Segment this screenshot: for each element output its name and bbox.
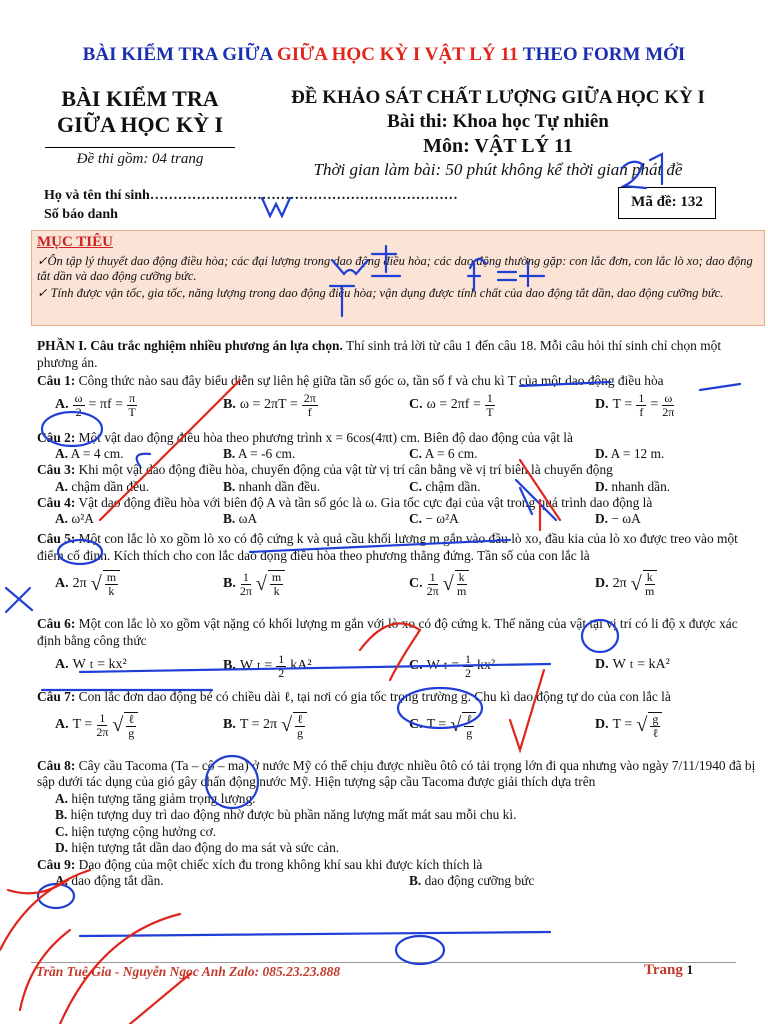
footer-authors: Trần Tuệ Gia - Nguyễn Ngọc Anh Zalo: 085.23.23.888 bbox=[36, 964, 341, 979]
q4-option-b[interactable]: B. ωA bbox=[223, 511, 258, 526]
q8-option-a[interactable]: A. hiện tượng tăng giảm trọng lượng. bbox=[55, 790, 256, 806]
q9-option-a[interactable]: A. dao động tắt dần. bbox=[55, 873, 164, 888]
q1-option-d[interactable]: D. T = $\frac{1}{f}$ = $\frac{\omega}{2\pi}$ bbox=[595, 390, 675, 419]
q6-options bbox=[37, 649, 761, 689]
objectives-text bbox=[37, 254, 761, 301]
q5-text: Một con lắc lò xo gồm lò xo có độ cứng k và quả cầu khối lượng m gắn vào đầu lò xo, đầu kia của lò xo được treo vào một điểm cố định. Kích thích cho con lắc dao động điều hòa theo phương thẳng đứng. Tần số của con lắc là bbox=[37, 531, 738, 563]
banner-part2: GIỮA HỌC KỲ I VẬT LÝ 11 bbox=[276, 44, 519, 65]
q2-option-a[interactable]: A. A = 4 cm. bbox=[55, 446, 124, 461]
objective-2: ✓ Tính được vận tốc, gia tốc, năng lượng trong dao động điều hòa; vận dụng được tính chất của dao động tắt dần, dao động cưỡng bức. bbox=[37, 286, 724, 300]
q2-option-b[interactable]: B. A = -6 cm. bbox=[223, 446, 296, 461]
part1-heading bbox=[37, 338, 761, 371]
question-9 bbox=[37, 857, 761, 874]
header-left bbox=[30, 86, 250, 168]
student-name-label: Họ và tên thí sinh………………………………………………………… bbox=[44, 188, 458, 203]
header-divider bbox=[45, 147, 235, 148]
exam-code-box: Mã đề: 132 bbox=[618, 187, 716, 219]
exam-subject: Môn: VẬT LÝ 11 bbox=[423, 135, 573, 157]
q4-option-c[interactable]: C. − ω²A bbox=[409, 511, 459, 526]
q7-option-b[interactable]: B. T = 2π √ $\frac{\text{ℓ}}{g}$ bbox=[223, 712, 307, 740]
page-label: Trang bbox=[644, 962, 687, 978]
q6-option-b[interactable]: B. W t = $\frac{1}{2}$ kA² bbox=[223, 652, 312, 680]
q9-text: Dao động của một chiếc xích đu trong không khí sau khi được kích thích là bbox=[75, 856, 483, 872]
q3-option-b[interactable]: B. nhanh dần đều. bbox=[223, 478, 321, 494]
q3-text: Khi một vật dao động điều hòa, chuyển động của vật từ vị trí cân bằng về vị trí biên là chuyển động bbox=[75, 462, 613, 477]
q6-option-a[interactable]: A. W t = kx² bbox=[55, 657, 127, 672]
student-id-label: Số báo danh bbox=[44, 207, 118, 222]
q2-option-c[interactable]: C. A = 6 cm. bbox=[409, 446, 478, 461]
question-2 bbox=[37, 430, 761, 447]
document-banner bbox=[0, 44, 768, 66]
objective-1: ✓Ôn tập lý thuyết dao động điều hòa; các đại lượng trong dao động điều hòa; các dao động thường gặp: con lắc đơn, con lắc lò xo; dao động tắt dần và dao động cưỡng bức. bbox=[37, 254, 753, 283]
question-7 bbox=[37, 689, 761, 706]
q3-options bbox=[37, 479, 761, 498]
exam-title: ĐỀ KHẢO SÁT CHẤT LƯỢNG GIỮA HỌC KỲ I bbox=[291, 87, 705, 108]
q7-label: Câu 7: bbox=[37, 689, 76, 704]
q8-option-b[interactable]: B. hiện tượng duy trì dao động nhờ được bù phần năng lượng mất mát sau mỗi chu kì. bbox=[55, 807, 517, 822]
exam-duration: Thời gian làm bài: 50 phút không kể thời gian phát đề bbox=[313, 160, 683, 179]
page-count: Đề thi gồm: 04 trang bbox=[76, 151, 204, 167]
student-info bbox=[44, 186, 458, 224]
q1-options bbox=[37, 390, 761, 430]
q2-options bbox=[37, 446, 761, 465]
exam-subject-area: Bài thi: Khoa học Tự nhiên bbox=[387, 111, 609, 132]
q1-label: Câu 1: bbox=[37, 373, 76, 388]
banner-part3: THEO FORM MỚI bbox=[518, 44, 686, 65]
q6-option-d[interactable]: D. W t = kA² bbox=[595, 657, 670, 672]
q4-option-a[interactable]: A. ω²A bbox=[55, 511, 94, 526]
q7-option-a[interactable]: A. T = $\frac{1}{2\pi}$ √ $\frac{\text{ℓ}}{g}$ bbox=[55, 712, 138, 740]
q7-option-d[interactable]: D. T = √ $\frac{g}{\text{ℓ}}$ bbox=[595, 712, 662, 740]
q6-label: Câu 6: bbox=[37, 616, 76, 631]
q5-option-d[interactable]: D. 2π √ $\frac{k}{m}$ bbox=[595, 570, 657, 598]
q7-text: Con lắc đơn dao động bé có chiều dài ℓ, tại nơi có gia tốc trọng trường g. Chu kì dao động tự do của con lắc là bbox=[75, 689, 671, 704]
q4-options bbox=[37, 511, 761, 531]
q9-label: Câu 9: bbox=[37, 856, 76, 872]
footer-page bbox=[644, 962, 693, 979]
q8-label: Câu 8: bbox=[37, 757, 76, 773]
part1-title: PHẦN I. Câu trắc nghiệm nhiều phương án lựa chọn. bbox=[37, 338, 343, 353]
q8-text: Cây cầu Tacoma (Ta – cô – ma) ở nước Mỹ có thể chịu được nhiều ôtô có tải trọng lớn đi qua nhưng vào ngày 7/11/1940 đã bị sập dưới tác dụng của gió gây chấn động nước Mỹ. Hiện tượng sập cầu Tacoma được giải thích dựa trên bbox=[37, 757, 756, 789]
q2-text: Một vật dao động điều hòa theo phương trình x = 6cos(4πt) cm. Biên độ dao động của vật là bbox=[75, 429, 573, 445]
q3-option-a[interactable]: A. chậm dần đều. bbox=[55, 478, 150, 494]
header-right bbox=[248, 86, 748, 182]
q9-option-b[interactable]: B. dao động cưỡng bức bbox=[409, 873, 535, 888]
q7-option-c[interactable]: C. T = √ $\frac{\text{ℓ}}{g}$ bbox=[409, 712, 476, 740]
question-1 bbox=[37, 373, 761, 390]
q1-option-c[interactable]: C. ω = 2πf = $\frac{1}{T}$ bbox=[409, 390, 494, 419]
q4-option-d[interactable]: D. − ωA bbox=[595, 511, 641, 526]
page-number: 1 bbox=[686, 962, 694, 977]
q5-options bbox=[37, 564, 761, 610]
q2-label: Câu 2: bbox=[37, 429, 76, 445]
q1-option-b[interactable]: B. ω = 2πT = $\frac{2\pi}{f}$ bbox=[223, 390, 316, 419]
q4-text: Vật dao động điều hòa với biên độ A và tần số góc là ω. Gia tốc cực đại của vật trong quá trình dao động là bbox=[75, 494, 653, 510]
part1-desc: Thí sinh trả lời từ câu 1 đến câu 18. Mỗi câu hỏi thí sinh chỉ chọn một phương án. bbox=[37, 338, 722, 370]
question-8 bbox=[37, 758, 761, 791]
q3-option-d[interactable]: D. nhanh dần. bbox=[595, 478, 671, 494]
q5-label: Câu 5: bbox=[37, 531, 76, 546]
footer-divider bbox=[31, 962, 736, 963]
q8-option-c[interactable]: C. hiện tượng cộng hưởng cơ. bbox=[55, 823, 217, 839]
q6-text: Một con lắc lò xo gồm vật nặng có khối lượng m gắn với lò xo có độ cứng k. Thế năng của vật tại vị trí có li độ x được xác định bằng công thức bbox=[37, 616, 738, 648]
q7-options bbox=[37, 706, 761, 754]
q1-text: Công thức nào sau đây biểu diễn sự liên hệ giữa tần số góc ω, tần số f và chu kì T của một dao động điều hòa bbox=[75, 373, 664, 388]
banner-part1: BÀI KIỂM TRA GIỮA bbox=[82, 44, 277, 65]
q5-option-b[interactable]: B. $\frac{1}{2\pi}$ √ $\frac{m}{k}$ bbox=[223, 570, 285, 598]
q5-option-a[interactable]: A. 2π √ $\frac{m}{k}$ bbox=[55, 570, 120, 598]
q3-option-c[interactable]: C. chậm dần. bbox=[409, 478, 481, 494]
question-5 bbox=[37, 531, 761, 564]
header-left-line2: GIỮA HỌC KỲ I bbox=[56, 112, 224, 137]
q9-options bbox=[37, 873, 761, 892]
q3-label: Câu 3: bbox=[37, 462, 76, 477]
q9-underline bbox=[80, 932, 550, 936]
q1-option-a[interactable]: A. $\frac{\omega}{2}$ = πf = $\frac{\pi}{T}$ bbox=[55, 390, 136, 419]
q6-option-c[interactable]: C. W t = $\frac{1}{2}$ kx² bbox=[409, 652, 496, 680]
q2-option-d[interactable]: D. A = 12 m. bbox=[595, 446, 665, 461]
red-curve-bottom-left bbox=[0, 870, 190, 1024]
q5-option-c[interactable]: C. $\frac{1}{2\pi}$ √ $\frac{k}{m}$ bbox=[409, 570, 469, 598]
questions-section bbox=[37, 338, 761, 892]
ink-margin-cross bbox=[6, 588, 32, 612]
question-6 bbox=[37, 616, 761, 649]
header-left-line1: BÀI KIỂM TRA bbox=[61, 86, 219, 111]
objectives-title: MỤC TIÊU bbox=[37, 234, 113, 250]
q4-label: Câu 4: bbox=[37, 494, 76, 510]
q9-circle-b bbox=[396, 936, 444, 964]
q8-option-d[interactable]: D. hiện tượng tắt dần dao động do ma sát và sức cản. bbox=[55, 840, 340, 855]
